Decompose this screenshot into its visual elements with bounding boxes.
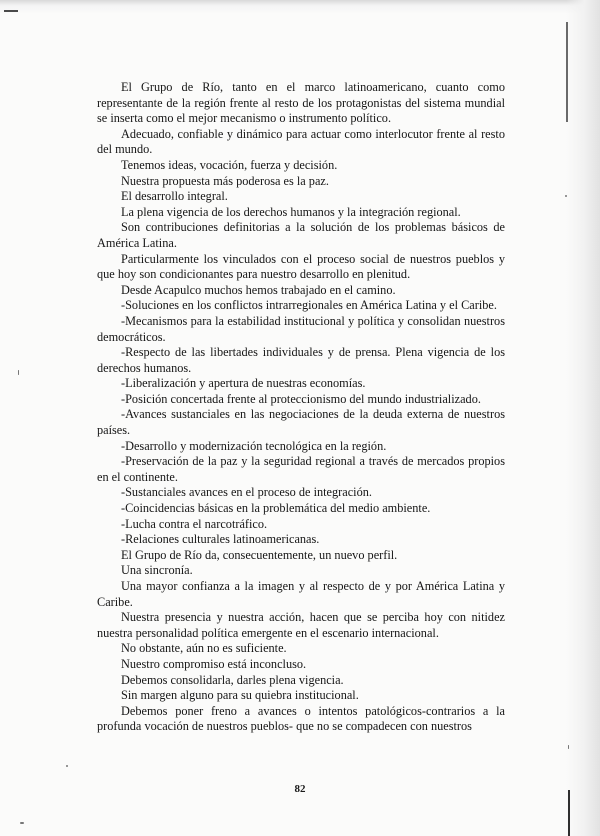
paragraph: Particularmente los vinculados con el proceso social de nuestros pueblos y que hoy son condicionantes para nuestro desarrollo en plenitud. [97,251,505,282]
list-item: -Avances sustanciales en las negociaciones de la deuda externa de nuestros países. [97,407,505,438]
list-item: -Preservación de la paz y la seguridad regional a través de mercados propios en el continente. [97,454,505,484]
paragraph: Debemos poner freno a avances o intentos patológicos-contrarios a la profunda vocación de nuestros pueblos- que no se compadecen con nuestros [97,703,505,734]
paragraph: El desarrollo integral. [121,189,228,204]
list-item: -Soluciones en los conflictos intrarregionales en América Latina y el Caribe. [121,298,497,313]
paragraph: Nuestra presencia y nuestra acción, hacen que se perciba hoy con nitidez nuestra personalidad política emergente en el escenario internacional. [97,610,505,640]
scan-speck [18,370,19,375]
scan-shadow-right [566,0,600,836]
paragraph: Debemos consolidarla, darles plena vigencia. [121,672,344,687]
paragraph: Sin margen alguno para su quiebra institucional. [121,688,359,703]
scan-edge-mark [566,22,568,122]
paragraph: Tenemos ideas, vocación, fuerza y decisión. [121,157,338,172]
paragraph: Desde Acapulco muchos hemos trabajado en el camino. [121,282,396,297]
scan-speck [66,765,68,767]
page-number: 82 [294,783,306,795]
list-item: -Posición concertada frente al proteccionismo del mundo industrializado. [121,391,481,406]
list-item: -Mecanismos para la estabilidad institucional y política y consolidan nuestros democráticos. [97,313,505,344]
body-text [97,80,505,735]
list-item: -Desarrollo y modernización tecnológica en la región. [121,438,387,453]
scan-speck [565,195,567,197]
scan-speck [568,745,569,749]
list-item: -Sustanciales avances en el proceso de integración. [121,485,372,500]
scan-shadow-top [0,0,600,14]
paragraph: Una mayor confianza a la imagen y al respecto de y por América Latina y Caribe. [97,579,505,609]
list-item: -Liberalización y apertura de nuestras economías. [121,376,366,391]
list-item: -Relaciones culturales latinoamericanas. [121,532,320,547]
scan-edge-mark [4,10,18,12]
paragraph: Son contribuciones definitorias a la solución de los problemas básicos de América Latina. [97,220,505,250]
list-item: -Coincidencias básicas en la problemática del medio ambiente. [121,501,431,516]
paragraph: El Grupo de Río da, consecuentemente, un nuevo perfil. [121,547,398,562]
paragraph: No obstante, aún no es suficiente. [121,641,287,656]
paragraph: Una sincronía. [121,563,193,578]
paragraph: Adecuado, confiable y dinámico para actuar como interlocutor frente al resto del mundo. [97,126,505,157]
paragraph: La plena vigencia de los derechos humanos y la integración regional. [121,204,461,219]
paragraph: Nuestra propuesta más poderosa es la paz. [121,173,329,188]
scan-speck [20,822,24,824]
paragraph: Nuestro compromiso está inconcluso. [121,656,307,671]
paragraph: El Grupo de Río, tanto en el marco latinoamericano, cuanto como representante de la región frente al resto de los protagonistas del sistema mundial se inserta como el mejor mecanismo o instrumento político. [97,80,505,126]
list-item: -Respecto de las libertades individuales y de prensa. Plena vigencia de los derechos humanos. [97,345,505,375]
list-item: -Lucha contra el narcotráfico. [121,516,268,531]
scan-edge-mark [568,790,570,836]
